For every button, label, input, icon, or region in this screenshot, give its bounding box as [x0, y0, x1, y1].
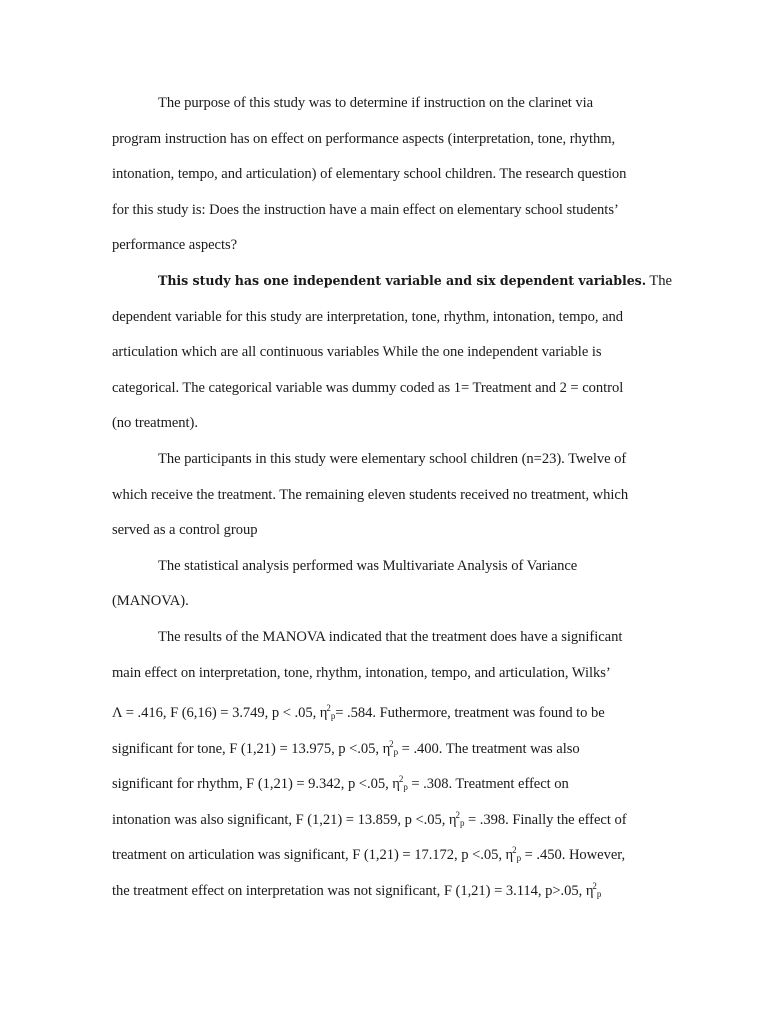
text-line: categorical. The categorical variable was dummy coded as 1= Treatment and 2 = control: [112, 380, 624, 396]
text-line: The results of the MANOVA indicated that the treatment does have a significant: [158, 629, 623, 645]
text-line: The statistical analysis performed was Multivariate Analysis of Variance: [158, 558, 578, 574]
text-line: [112, 699, 657, 725]
text-line: (no treatment).: [112, 415, 198, 431]
text-line: articulation which are all continuous variables While the one independent variable is: [112, 344, 602, 360]
text-fragment: significant for rhythm, F (1,21) = 9.342, p <.05, η: [112, 776, 400, 792]
text-fragment: the treatment effect on interpretation was not significant, F (1,21) = 3.114, p>.05, η: [112, 883, 594, 899]
text-fragment: = .398. Finally the effect of: [464, 812, 627, 828]
text-line: for this study is: Does the instruction have a main effect on elementary school students’: [112, 202, 619, 218]
text-line: intonation, tempo, and articulation) of elementary school children. The research question: [112, 166, 627, 182]
eta-superscript: 2: [389, 739, 394, 749]
text-line: program instruction has on effect on performance aspects (interpretation, tone, rhythm,: [112, 131, 616, 147]
eta-subscript: p: [596, 889, 602, 899]
eta-superscript: 2: [592, 881, 597, 891]
text-fragment: = .584. Futhermore, treatment was found to be: [335, 705, 605, 721]
text-fragment: intonation was also significant, F (1,21) = 13.859, p <.05, η: [112, 812, 457, 828]
eta-subscript: p: [459, 818, 465, 828]
text-fragment: significant for tone, F (1,21) = 13.975, p <.05, η: [112, 741, 391, 757]
text-line: performance aspects?: [112, 237, 237, 253]
text-line: [112, 806, 657, 832]
text-fragment: The: [646, 273, 672, 289]
text-line: [158, 272, 672, 290]
text-fragment: = .450. However,: [521, 847, 626, 863]
text-line: served as a control group: [112, 522, 258, 538]
text-line: The purpose of this study was to determine if instruction on the clarinet via: [158, 95, 594, 111]
eta-superscript: 2: [512, 845, 517, 855]
text-line: The participants in this study were elementary school children (n=23). Twelve of: [158, 451, 627, 467]
text-fragment: = .400. The treatment was also: [398, 741, 580, 757]
bold-lead-sentence: This study has one independent variable and six dependent variables.: [158, 273, 647, 288]
text-fragment: Λ = .416, F (6,16) = 3.749, p < .05, η: [112, 705, 328, 721]
text-line: [112, 841, 657, 867]
eta-superscript: 2: [455, 810, 460, 820]
text-line: dependent variable for this study are interpretation, tone, rhythm, intonation, tempo, and: [112, 309, 624, 325]
text-line: (MANOVA).: [112, 593, 189, 609]
text-fragment: = .308. Treatment effect on: [407, 776, 569, 792]
text-line: [112, 735, 657, 761]
eta-subscript: p: [516, 853, 522, 863]
eta-subscript: p: [393, 747, 399, 757]
eta-superscript: 2: [326, 703, 331, 713]
text-line: main effect on interpretation, tone, rhythm, intonation, tempo, and articulation, Wilks’: [112, 665, 611, 681]
eta-subscript: p: [330, 711, 336, 721]
text-line: [112, 770, 657, 796]
eta-subscript: p: [403, 782, 408, 792]
text-fragment: treatment on articulation was significant, F (1,21) = 17.172, p <.05, η: [112, 847, 514, 863]
text-line: which receive the treatment. The remaining eleven students received no treatment, which: [112, 487, 629, 503]
eta-superscript: 2: [398, 774, 404, 784]
text-line: [112, 877, 657, 903]
